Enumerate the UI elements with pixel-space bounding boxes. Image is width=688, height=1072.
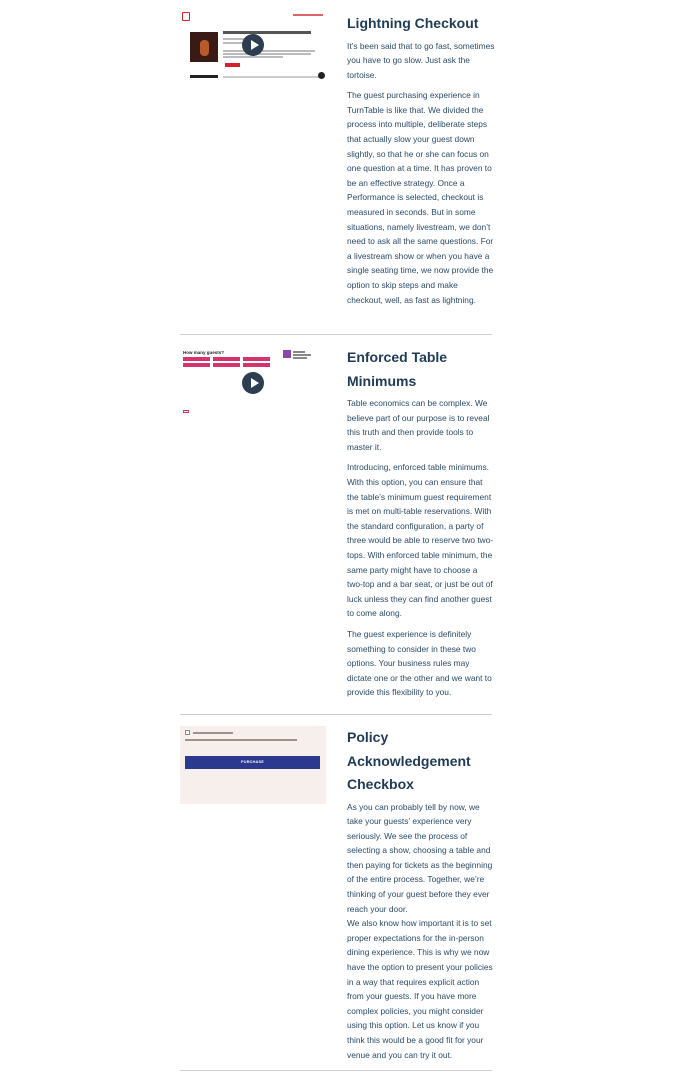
turntable-logo-icon [182, 12, 190, 21]
thumbnail-footer-strip [223, 76, 320, 78]
show-info-line [293, 357, 307, 359]
section-paragraph: It’s been said that to go fast, sometimes you have to go slow. Just ask the tortoise. [347, 40, 495, 80]
guest-count-option [183, 357, 210, 361]
section-paragraph: The guest purchasing experience in TurnTable is like that. We divided the process into multiple, deliberate steps that actually slow your guest down slightly, so that he or she can focus on one question at a time. It has proven to be an effective strategy. Once a Performance is selected, checkout is measured in seconds. But in some situations, namely livestream, we don’t need to ask all the same questions. For a livestream show or when you have a single seating time, we now provide the option to skip steps and make checkout, well, as fast as lightning. [347, 90, 494, 305]
show-info-line [223, 42, 243, 44]
show-title-line [223, 31, 311, 34]
section-divider [180, 1070, 492, 1071]
play-icon[interactable] [242, 372, 264, 394]
table-minimums-video-thumbnail[interactable] [180, 348, 326, 419]
show-description-line [223, 56, 283, 58]
show-description-line [223, 50, 315, 52]
checkbox-label-line [193, 732, 233, 734]
guest-count-option [213, 363, 240, 367]
guest-count-option [213, 357, 240, 361]
thumbnail-purchase-button [185, 756, 320, 769]
purchase-label: PURCHASE [241, 760, 264, 764]
thumbnail-back-button [183, 410, 189, 413]
show-poster-image [190, 32, 218, 62]
thumbnail-nav-links [293, 14, 323, 16]
section-title: Lightning Checkout [347, 15, 479, 31]
show-avatar [283, 350, 291, 358]
section-paragraph: Table economics can be complex. We believe part of our purpose is to reveal this truth and then provide tools to master it. [347, 398, 490, 452]
section-title: Policy Acknowledgement Checkbox [347, 729, 471, 792]
guest-count-option [243, 357, 270, 361]
thumbnail-footer-bar [190, 75, 218, 78]
thumbnail-buy-button [225, 63, 240, 67]
play-icon[interactable] [242, 34, 264, 56]
show-description-line [223, 53, 311, 55]
section-title: Enforced Table Minimums [347, 349, 448, 389]
lightning-checkout-video-thumbnail[interactable] [180, 12, 326, 82]
section-divider [180, 714, 492, 715]
guest-count-option [183, 363, 210, 367]
section-paragraph: We also know how important it is to set proper expectations for the in-person dining experience. This is why we now have the option to present your policies in a way that requires explicit action from your guests. If you have more complex policies, you might consider using this option. Let us know if you think this would be a good fit for your venue and you can try it out. [347, 918, 493, 1060]
show-info-line [293, 351, 305, 353]
section-paragraph: As you can probably tell by now, we take your guests’ experience very seriously. We see the process of selecting a show, choosing a table and then paying for tickets as the beginning of the entire process. Together, we’re thinking of your guest before they ever reach your door. [347, 801, 493, 914]
section-divider [180, 334, 492, 335]
policy-text-line [185, 739, 297, 741]
thumbnail-chat-icon [318, 72, 325, 79]
policy-checkbox-thumbnail [180, 726, 326, 804]
show-info-line [293, 354, 311, 356]
thumbnail-question: How many guests? [183, 350, 225, 355]
guest-count-option [243, 363, 270, 367]
checkbox-icon [185, 730, 190, 735]
section-paragraph: Introducing, enforced table minimums. With this option, you can ensure that the table’s minimum guest requirement is met on multi-table reservations. With the standard configuration, a party of three would be able to reserve two two-tops. With enforced table minimum, the same party might have to choose a two-top and a bar seat, or just be out of luck unless they can find another guest to come along. [347, 462, 494, 619]
section-paragraph: The guest experience is definitely something to consider in these two options. Your business rules may dictate one or the other and we want to provide this flexibility to you. [347, 628, 492, 698]
